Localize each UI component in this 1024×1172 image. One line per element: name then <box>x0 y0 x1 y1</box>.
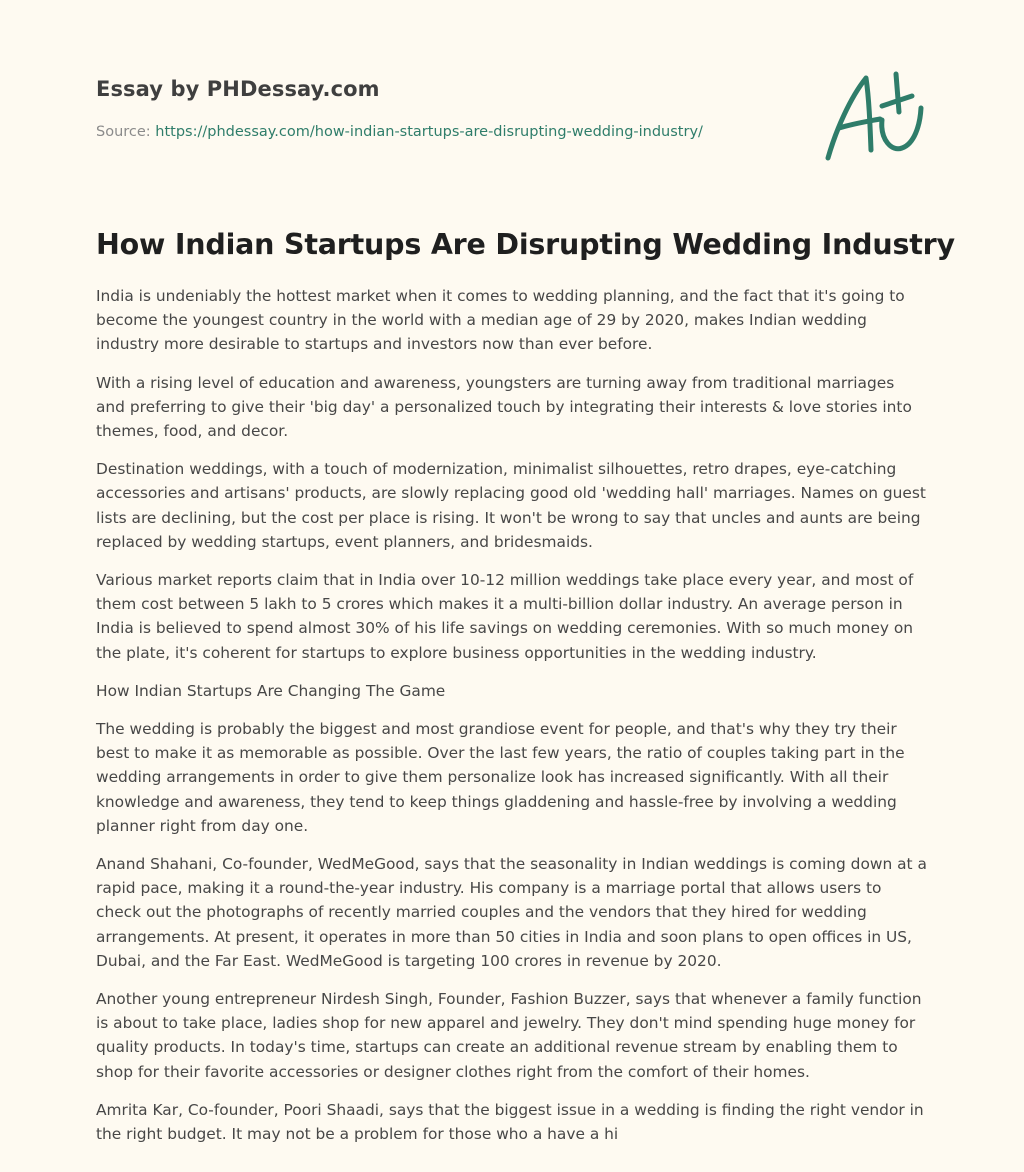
essay-body <box>96 284 928 1160</box>
essay-paragraph: With a rising level of education and awareness, youngsters are turning away from traditional marriages and preferring to give their 'big day' a personalized touch by integrating their interests & love stories into themes, food, and decor. <box>96 373 912 441</box>
brand-heading: Essay by PHDessay.com <box>96 77 380 101</box>
essay-paragraph: Anand Shahani, Co-founder, WedMeGood, says that the seasonality in Indian weddings is coming down at a rapid pace, making it a round-the-year industry. His company is a marriage portal that allows users to check out the photographs of recently married couples and the vendors that they hired for wedding arrangements. At present, it operates in more than 50 cities in India and soon plans to open offices in US, Dubai, and the Far East. WedMeGood is targeting 100 crores in revenue by 2020. <box>96 855 927 970</box>
source-line <box>96 124 703 140</box>
essay-paragraph: The wedding is probably the biggest and most grandiose event for people, and that's why they try their best to make it as memorable as possible. Over the last few years, the ratio of couples taking part in the wedding arrangements in order to give them personalize look has increased significantly. With all their knowledge and awareness, they tend to keep things gladdening and hassle-free by involving a wedding planner right from day one. <box>96 720 905 835</box>
source-label: Source: <box>96 124 156 140</box>
essay-subheading: How Indian Startups Are Changing The Game <box>96 681 446 700</box>
source-link[interactable]: https://phdessay.com/how-indian-startups-are-disrupting-wedding-industry/ <box>155 124 703 140</box>
essay-paragraph: Destination weddings, with a touch of modernization, minimalist silhouettes, retro drapes, eye-catching accessories and artisans' products, are slowly replacing good old 'wedding hall' marriages. Names on guest lists are declining, but the cost per place is rising. It won't be wrong to say that uncles and aunts are being replaced by wedding startups, event planners, and bridesmaids. <box>96 460 926 551</box>
essay-title: How Indian Startups Are Disrupting Wedding Industry <box>96 228 955 261</box>
essay-paragraph: Another young entrepreneur Nirdesh Singh, Founder, Fashion Buzzer, says that whenever a family function is about to take place, ladies shop for new apparel and jewelry. They don't mind spending huge money for quality products. In today's time, startups can create an additional revenue stream by enabling them to shop for their favorite accessories or designer clothes right from the comfort of their homes. <box>96 990 922 1081</box>
essay-paragraph: Various market reports claim that in India over 10-12 million weddings take place every year, and most of them cost between 5 lakh to 5 crores which makes it a multi-billion dollar industry. An average person in India is believed to spend almost 30% of his life savings on wedding ceremonies. With so much money on the plate, it's coherent for startups to explore business opportunities in the wedding industry. <box>96 571 914 662</box>
essay-paragraph: India is undeniably the hottest market when it comes to wedding planning, and the fact that it's going to become the youngest country in the world with a median age of 29 by 2020, makes Indian wedding industry more desirable to startups and investors now than ever before. <box>96 287 905 354</box>
essay-paragraph: Amrita Kar, Co-founder, Poori Shaadi, says that the biggest issue in a wedding is finding the right vendor in the right budget. It may not be a problem for those who a have a hi <box>96 1100 924 1144</box>
a-plus-grade-logo-icon <box>822 68 928 166</box>
